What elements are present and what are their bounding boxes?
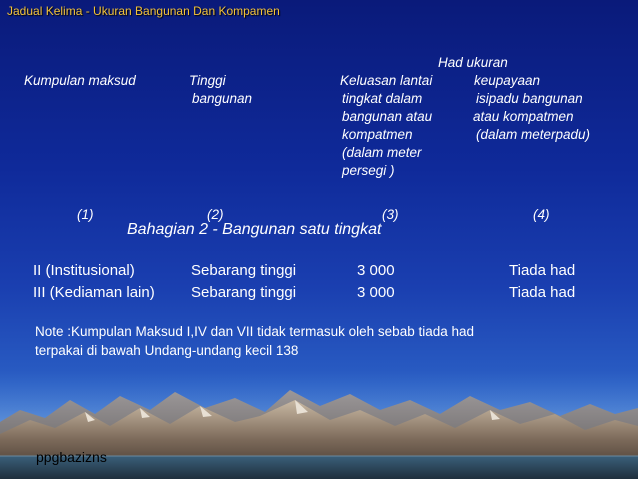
footer-credit: ppgbazizns — [36, 449, 107, 465]
cell-height: Sebarang tinggi — [191, 284, 297, 301]
column-number-2: (2) — [207, 207, 224, 222]
column-number-3: (3) — [382, 207, 399, 222]
column-number-1: (1) — [77, 207, 94, 222]
footnote: Note :Kumpulan Maksud I,IV dan VII tidak termasuk oleh sebab tiada had terpakai di bawah Undang-undang kecil 138 — [35, 324, 475, 358]
cell-volume: Tiada had — [509, 262, 576, 279]
header-keupayaan: keupayaan isipadu bangunan atau kompatmen (dalam meterpadu) — [473, 73, 591, 142]
header-kumpulan-maksud: Kumpulan maksud — [24, 73, 136, 88]
cell-group: II (Institusional) — [33, 262, 135, 279]
column-number-4: (4) — [533, 207, 550, 222]
header-keluasan-lantai: Keluasan lantai tingkat dalam bangunan atau kompatmen (dalam meter persegi ) — [340, 73, 433, 178]
cell-area: 3 000 — [357, 262, 395, 279]
slide-title: Jadual Kelima - Ukuran Bangunan Dan Kompamen — [7, 4, 280, 18]
cell-area: 3 000 — [357, 284, 395, 301]
section-subtitle: Bahagian 2 - Bangunan satu tingkat — [127, 221, 382, 238]
cell-height: Sebarang tinggi — [191, 262, 297, 279]
header-had-ukuran: Had ukuran — [438, 55, 508, 70]
cell-volume: Tiada had — [509, 284, 576, 301]
header-tinggi-bangunan: Tinggi bangunan — [189, 73, 253, 106]
cell-group: III (Kediaman lain) — [33, 284, 155, 301]
